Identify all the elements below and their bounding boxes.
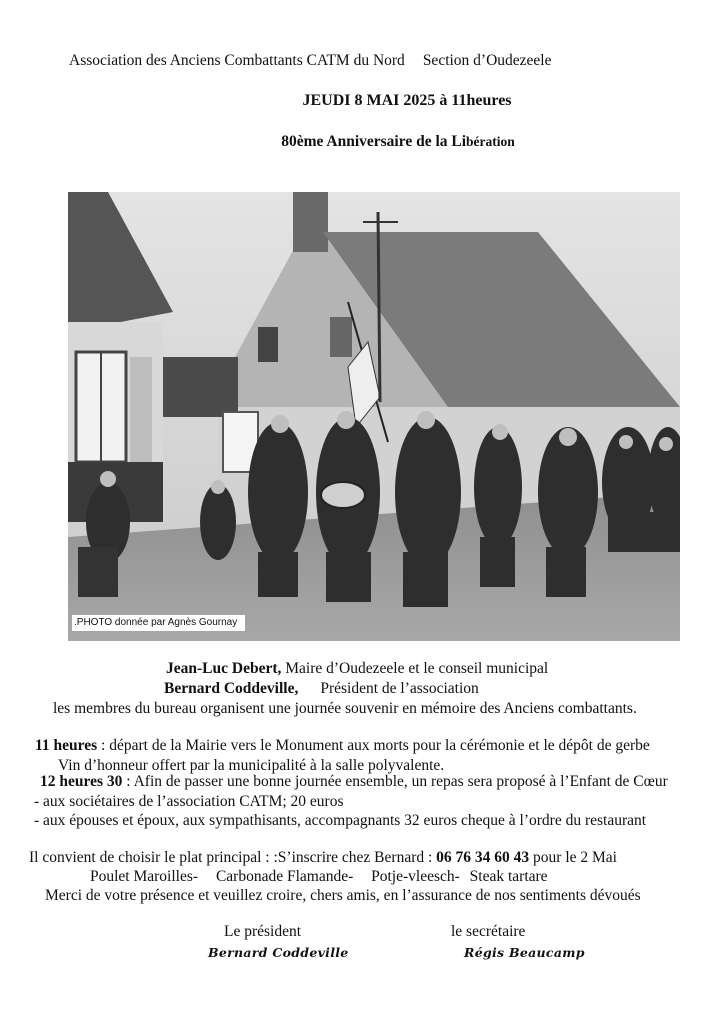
time-11h: 11 heures (35, 737, 98, 754)
photo-credit: .PHOTO donnée par Agnès Gournay (72, 615, 245, 631)
vin-honneur-line: Vin d’honneur offert par la municipalité à la salle polyvalente. (58, 757, 445, 774)
secretary-signature: Régis Beaucamp (464, 945, 585, 960)
registration-text: Il convient de choisir le plat principal : :S’inscrire chez Bernard : (29, 849, 437, 866)
time-12h30-text: : Afin de passer une bonne journée ensemble, un repas sera proposé à l’Enfant de Cœur (126, 773, 668, 790)
dish-item: Poulet Maroilles- (90, 868, 199, 885)
photo-illustration (68, 192, 680, 641)
association-header (69, 52, 552, 70)
intro-mayor-line (166, 660, 548, 678)
president-signature: Bernard Coddeville (208, 945, 349, 960)
time-11h-text: : départ de la Mairie vers le Monument aux morts pour la cérémonie et le dépôt de gerbe (97, 737, 650, 754)
dishes-line (90, 868, 548, 886)
section-name: Section d’Oudezeele (422, 52, 552, 69)
dish-item: Steak tartare (469, 868, 548, 885)
president-text: Président de l’association (320, 680, 479, 697)
registration-deadline: pour le 2 Mai (529, 849, 617, 866)
president-name: Bernard Coddeville, (164, 680, 299, 697)
association-name: Association des Anciens Combattants CATM du Nord (69, 52, 405, 69)
phone-number: 06 76 34 60 43 (436, 849, 530, 866)
price-guests-line: - aux épouses et époux, aux sympathisants, accompagnants 32 euros cheque à l’ordre du restaurant (34, 812, 647, 829)
intro-president-line (164, 680, 479, 698)
event-title (0, 133, 724, 151)
event-title-small: bération (466, 134, 515, 149)
president-role: Le président (224, 923, 302, 940)
secretary-role: le secrétaire (451, 923, 526, 940)
historical-photo (68, 192, 680, 641)
thanks-line: Merci de votre présence et veuillez croire, chers amis, en l’assurance de nos sentiments dévoués (45, 887, 641, 904)
bureau-line: les membres du bureau organisent une journée souvenir en mémoire des Anciens combattants. (53, 700, 637, 717)
event-title-main: 80ème Anniversaire de la Li (281, 133, 467, 150)
event-date: JEUDI 8 MAI 2025 à 11heures (302, 92, 512, 109)
program-line-1 (35, 737, 650, 755)
dish-item: Potje-vleesch- (371, 868, 460, 885)
program-line-2 (40, 773, 668, 791)
mayor-text: Maire d’Oudezeele et le conseil municipal (281, 660, 549, 677)
registration-line (29, 849, 617, 867)
dish-item: Carbonade Flamande- (215, 868, 354, 885)
time-12h30: 12 heures 30 (40, 773, 123, 790)
mayor-name: Jean-Luc Debert, (166, 660, 282, 677)
price-members-line: - aux sociétaires de l’association CATM; 20 euros (34, 793, 344, 810)
